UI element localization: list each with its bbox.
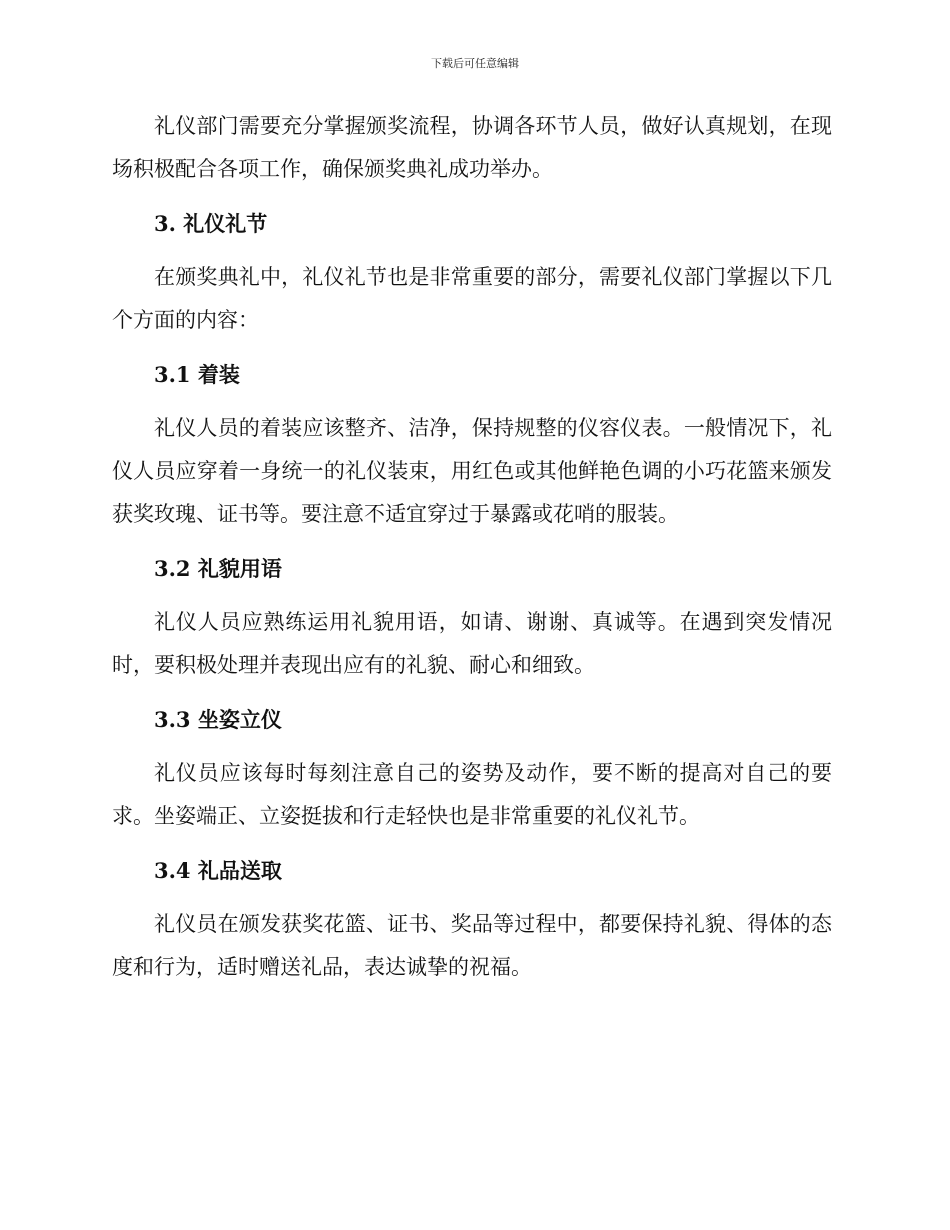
section-heading-posture: 3.3 坐姿立仪 (154, 707, 282, 732)
paragraph-attire: 礼仪人员的着装应该整齐、洁净，保持规整的仪容仪表。一般情况下，礼仪人员应穿着一身统一的礼仪装束，用红色或其他鲜艳色调的小巧花篮来颁发获奖玫瑰、证书等。要注意不适宜穿过于暴露或花哨的服装。 (112, 416, 832, 526)
paragraph-intro: 礼仪部门需要充分掌握颁奖流程，协调各环节人员，做好认真规划，在现场积极配合各项工作，确保颁奖典礼成功举办。 (112, 114, 832, 181)
document-body (112, 105, 832, 1000)
paragraph-etiquette: 在颁奖典礼中，礼仪礼节也是非常重要的部分，需要礼仪部门掌握以下几个方面的内容： (112, 265, 832, 332)
section-heading-etiquette: 3. 礼仪礼节 (154, 211, 268, 236)
section-heading-gifts: 3.4 礼品送取 (154, 858, 282, 883)
section-heading-polite-language: 3.2 礼貌用语 (154, 556, 282, 581)
paragraph-gifts: 礼仪员在颁发获奖花篮、证书、奖品等过程中，都要保持礼貌、得体的态度和行为，适时赠送礼品，表达诚挚的祝福。 (112, 912, 832, 979)
page-header: 下载后可任意编辑 (431, 57, 519, 70)
paragraph-posture: 礼仪员应该每时每刻注意自己的姿势及动作，要不断的提高对自己的要求。坐姿端正、立姿挺拔和行走轻快也是非常重要的礼仪礼节。 (112, 761, 832, 828)
paragraph-polite-language: 礼仪人员应熟练运用礼貌用语，如请、谢谢、真诚等。在遇到突发情况时，要积极处理并表现出应有的礼貌、耐心和细致。 (112, 610, 832, 677)
section-heading-attire: 3.1 着装 (154, 362, 240, 387)
